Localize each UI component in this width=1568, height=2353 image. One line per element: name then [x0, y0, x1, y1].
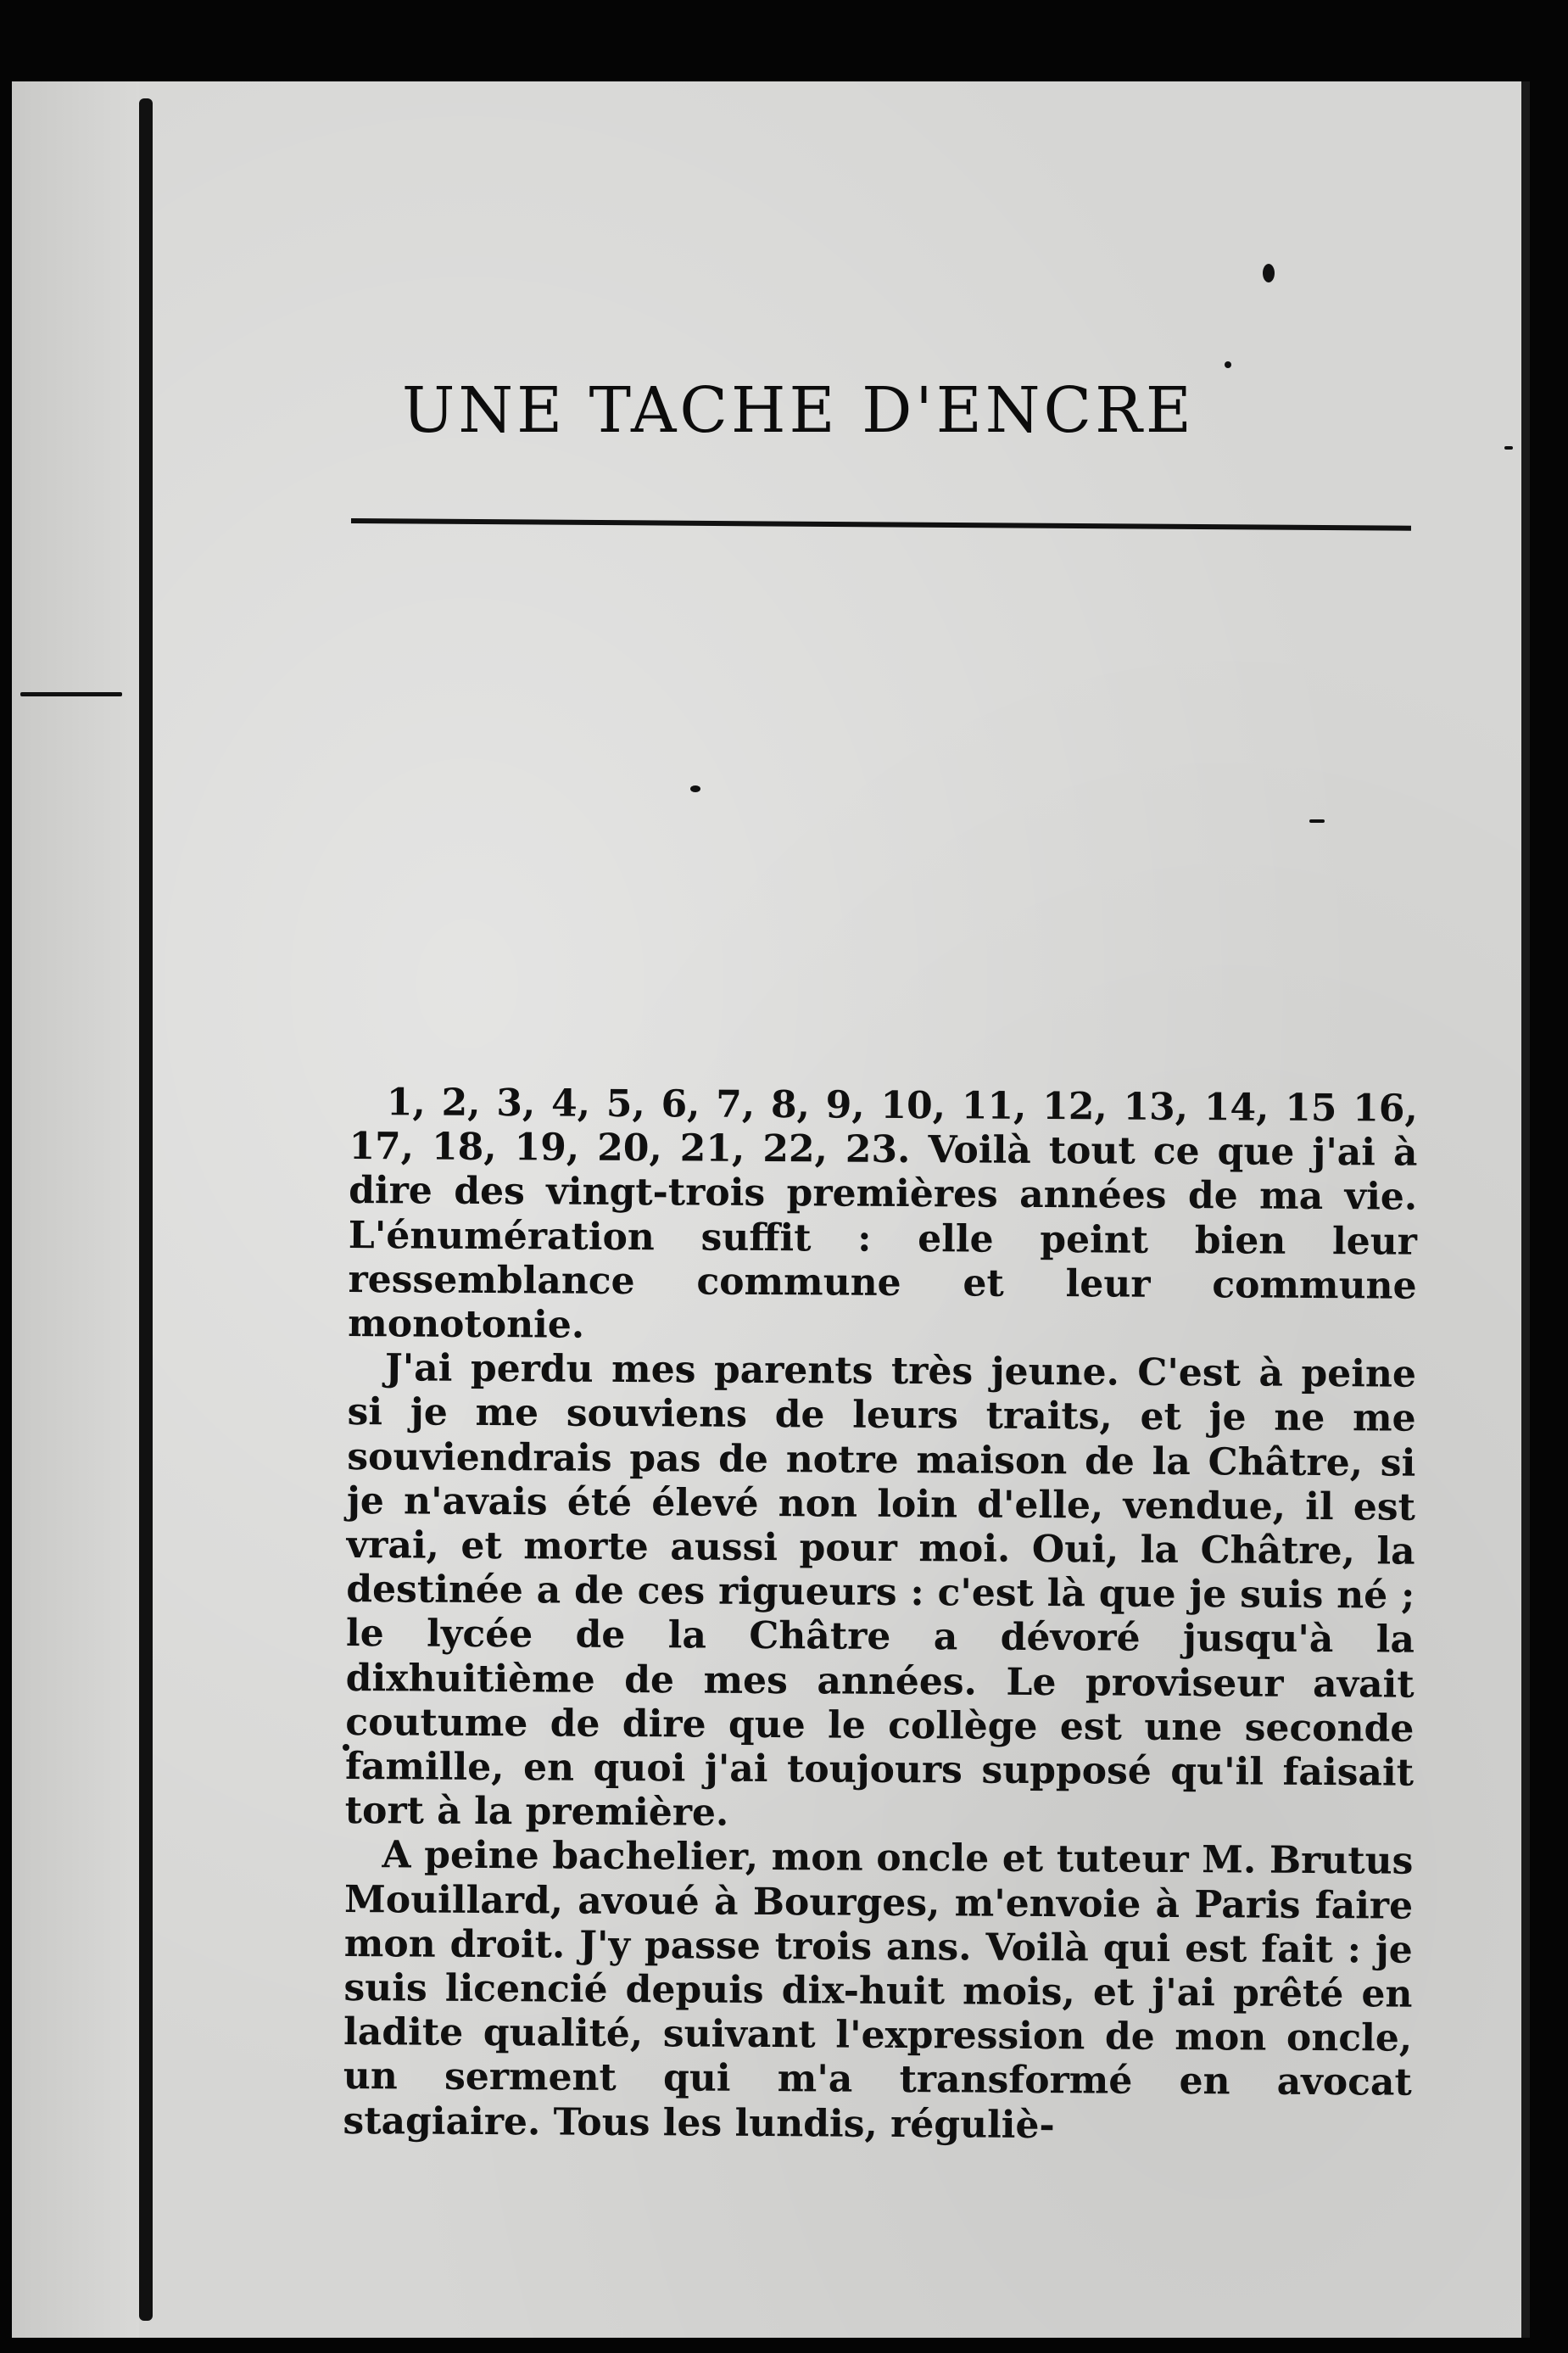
ink-speck — [1309, 819, 1325, 823]
book-page — [12, 81, 1530, 2338]
binding-line — [139, 98, 153, 2321]
body-text — [343, 1081, 1418, 2150]
title-rule — [351, 518, 1411, 531]
ink-speck — [20, 692, 122, 696]
ink-speck — [1263, 264, 1275, 282]
page-title: UNE TACHE D'ENCRE — [402, 374, 1195, 447]
page-gutter — [12, 81, 139, 2338]
page-right-edge — [1521, 81, 1530, 2338]
paragraph-3: A peine bachelier, mon oncle et tuteur M. Brutus Mouillard, avoué à Bourges, m'envoie à Paris faire mon droit. J'y passe trois ans. Voilà qui est fait : je suis licencié depuis dix-huit mois, et j'ai prêté en ladite qualité, suivant l'expression de mon oncle, un serment qui m'a transformé en avocat stagiaire. Tous les lundis, réguliè- — [343, 1833, 1414, 2147]
ink-speck — [690, 785, 700, 792]
paragraph-2: J'ai perdu mes parents très jeune. C'est à peine si je me souviens de leurs traits, et je ne me souviendrais pas de notre maison de la Châtre, si je n'avais été élevé non loin d'elle, vendue, il est vrai, et morte aussi pour moi. Oui, la Châtre, la destinée a de ces rigueurs : c'est là que je suis né ; le lycée de la Châtre a dévoré jusqu'à la dixhuitième de mes années. Le proviseur avait coutume de dire que le collège est une seconde famille, en quoi j'ai toujours supposé qu'il faisait tort à la première. — [344, 1346, 1417, 1835]
paragraph-1: 1, 2, 3, 4, 5, 6, 7, 8, 9, 10, 11, 12, 13, 14, 15 16, 17, 18, 19, 20, 21, 22, 23. Voilà tout ce que j'ai à dire des vingt-trois premières années de ma vie. L'énumération suffit : elle peint bien leur ressemblance commune et leur commune monotonie. — [348, 1081, 1418, 1347]
ink-speck — [1225, 361, 1231, 368]
ink-speck — [1504, 446, 1513, 450]
